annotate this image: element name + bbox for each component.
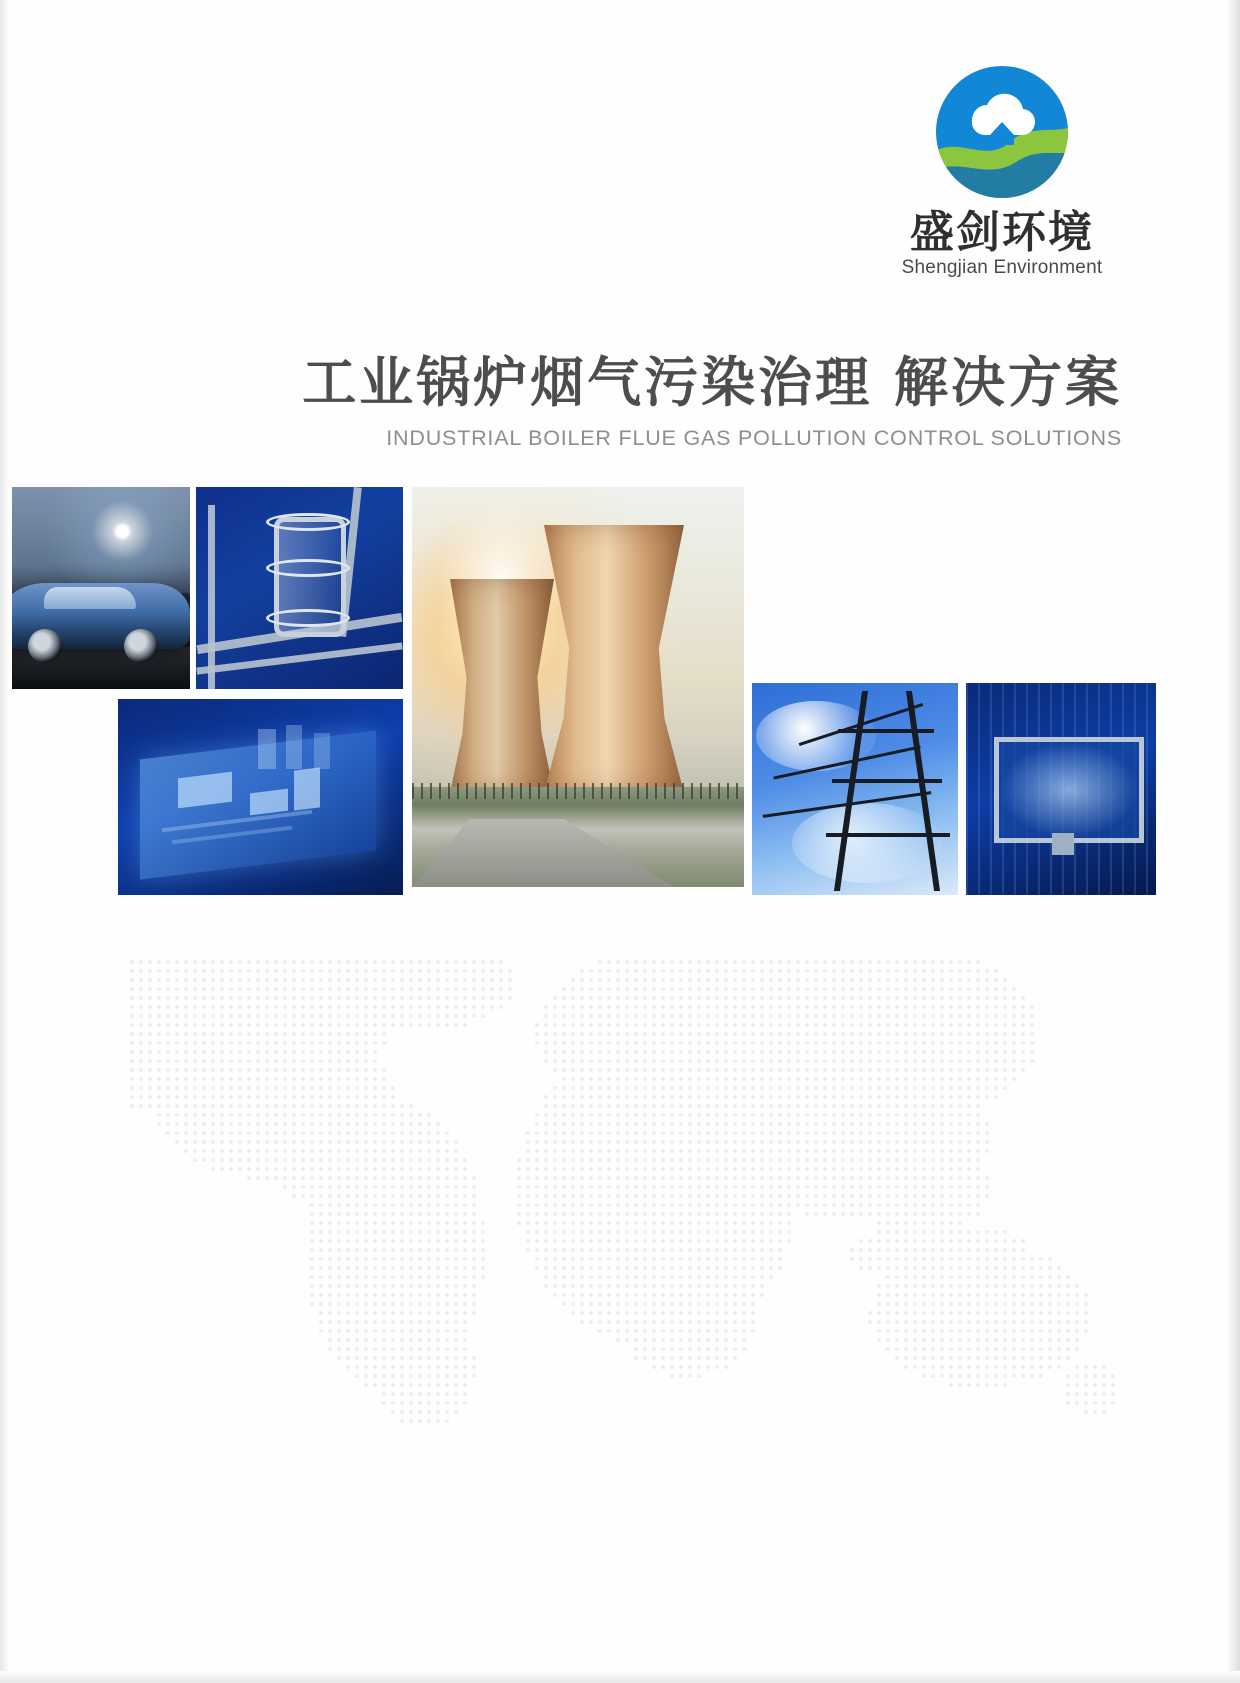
photo-cooling-towers	[412, 487, 744, 887]
cover-title-zone	[0, 352, 1122, 451]
cover-title-cn: 工业锅炉烟气污染治理 解决方案	[302, 351, 1122, 414]
brand-logo-block	[882, 62, 1122, 279]
cloud-mountain-circle-logo-icon	[932, 62, 1072, 202]
photo-car	[12, 487, 190, 689]
cover-title-en: INDUSTRIAL BOILER FLUE GAS POLLUTION CONTROL SOLUTIONS	[386, 426, 1122, 451]
photo-power-pylon	[752, 683, 958, 895]
brand-name-en: Shengjian Environment	[901, 256, 1103, 278]
photo-circuit-board	[118, 699, 403, 895]
cover-photo-collage	[0, 487, 1240, 897]
photo-display-screen	[966, 683, 1156, 895]
brand-name-cn: 盛剑环境	[910, 207, 1094, 258]
photo-steel-tower	[196, 487, 403, 689]
world-map-watermark	[130, 960, 1140, 1480]
page-edge-bottom	[0, 1671, 1240, 1683]
